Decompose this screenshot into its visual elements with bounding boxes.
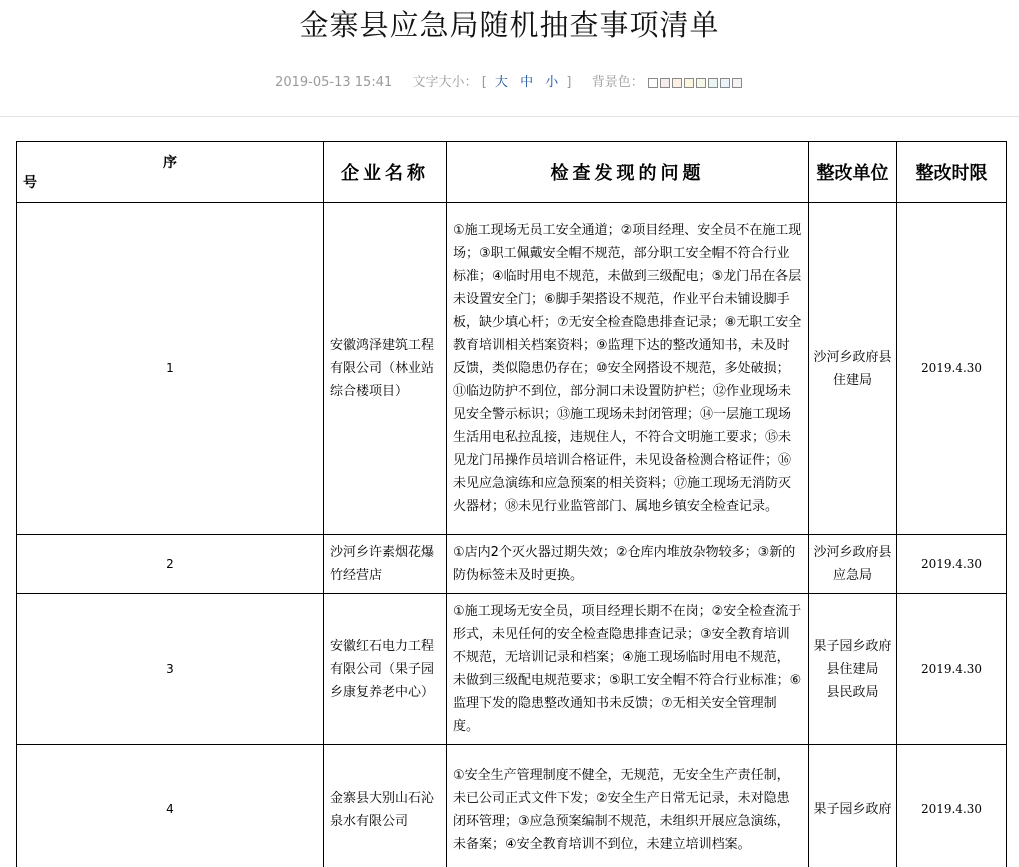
divider	[0, 116, 1019, 117]
row-company: 沙河乡许素烟花爆竹经营店	[324, 535, 447, 594]
row-deadline: 2019.4.30	[897, 535, 1007, 594]
font-size-large-link[interactable]: 大	[494, 75, 508, 90]
background-swatches	[648, 76, 744, 94]
article-meta	[0, 74, 1019, 94]
row-no: 4	[17, 745, 324, 867]
header-row	[17, 142, 1007, 203]
row-unit-line: 县民政局	[826, 684, 879, 700]
header-issue: 检查发现的问题	[447, 142, 809, 203]
row-deadline: 2019.4.30	[897, 594, 1007, 745]
table-row	[17, 594, 1007, 745]
background-swatch[interactable]	[720, 78, 730, 88]
row-issue: ①施工现场无安全员，项目经理长期不在岗；②安全检查流于形式，未见任何的安全检查隐患排查记录；③安全教育培训不规范，无培训记录和档案；④施工现场临时用电不规范，未做到三级配电规范要求；⑤职工安全帽不符合行业标准；⑥监理下发的隐患整改通知书未反馈；⑦无相关安全管理制度。	[447, 594, 809, 745]
row-issue: ①店内2个灭火器过期失效；②仓库内堆放杂物较多；③新的防伪标签未及时更换。	[447, 535, 809, 594]
font-size-label: 文字大小：	[412, 75, 478, 90]
table-row	[17, 203, 1007, 535]
row-unit: 沙河乡政府县住建局	[809, 203, 897, 535]
publish-date: 2019-05-13 15:41	[275, 75, 393, 90]
background-swatch[interactable]	[672, 78, 682, 88]
row-unit-line: 果子园乡政府	[813, 638, 892, 654]
background-label: 背景色：	[591, 75, 644, 90]
bracket-close: ]	[566, 75, 572, 90]
row-no: 3	[17, 594, 324, 745]
row-company: 安徽红石电力工程有限公司（果子园乡康复养老中心）	[324, 594, 447, 745]
row-company: 安徽鸿泽建筑工程有限公司（林业站综合楼项目）	[324, 203, 447, 535]
row-no: 1	[17, 203, 324, 535]
row-no: 2	[17, 535, 324, 594]
row-unit: 果子园乡政府	[809, 745, 897, 867]
background-swatch[interactable]	[708, 78, 718, 88]
inspection-table	[16, 141, 1007, 867]
row-unit	[809, 594, 897, 745]
row-deadline: 2019.4.30	[897, 203, 1007, 535]
row-issue: ①安全生产管理制度不健全，无规范，无安全生产责任制，未已公司正式文件下发；②安全生产日常无记录，未对隐患闭环管理；③应急预案编制不规范，未组织开展应急演练，未备案；④安全教育培训不到位，未建立培训档案。	[447, 745, 809, 867]
table-row	[17, 745, 1007, 867]
row-unit-line: 县住建局	[826, 661, 879, 677]
header-no-line1: 序	[163, 155, 177, 171]
header-no	[17, 142, 324, 203]
header-unit: 整改单位	[809, 142, 897, 203]
background-swatch[interactable]	[684, 78, 694, 88]
page-title: 金寨县应急局随机抽查事项清单	[299, 8, 720, 42]
bracket-open: [	[481, 75, 487, 90]
row-company: 金寨县大别山石沁泉水有限公司	[324, 745, 447, 867]
row-unit: 沙河乡政府县应急局	[809, 535, 897, 594]
font-size-medium-link[interactable]: 中	[520, 75, 534, 90]
table-row	[17, 535, 1007, 594]
header-company: 企业名称	[324, 142, 447, 203]
background-swatch[interactable]	[732, 78, 742, 88]
background-swatch[interactable]	[648, 78, 658, 88]
font-size-small-link[interactable]: 小	[545, 75, 559, 90]
background-swatch[interactable]	[696, 78, 706, 88]
row-deadline: 2019.4.30	[897, 745, 1007, 867]
background-swatch[interactable]	[660, 78, 670, 88]
header-no-line2: 号	[23, 175, 37, 191]
header-deadline: 整改时限	[897, 142, 1007, 203]
row-issue: ①施工现场无员工安全通道；②项目经理、安全员不在施工现场；③职工佩戴安全帽不规范，部分职工安全帽不符合行业标准；④临时用电不规范，未做到三级配电；⑤龙门吊在各层未设置安全门；⑥脚手架搭设不规范，作业平台未铺设脚手板，缺少填心杆；⑦无安全检查隐患排查记录；⑧无职工安全教育培训相关档案资料；⑨监理下达的整改通知书，未及时反馈，类似隐患仍存在；⑩安全网搭设不规范，多处破损；⑪临边防护不到位，部分洞口未设置防护栏；⑫作业现场未见安全警示标识；⑬施工现场未封闭管理；⑭一层施工现场生活用电私拉乱接，违规住人，不符合文明施工要求；⑮未见龙门吊操作员培训合格证件，未见设备检测合格证件；⑯未见应急演练和应急预案的相关资料；⑰施工现场无消防灭火器材；⑱未见行业监管部门、属地乡镇安全检查记录。	[447, 203, 809, 535]
